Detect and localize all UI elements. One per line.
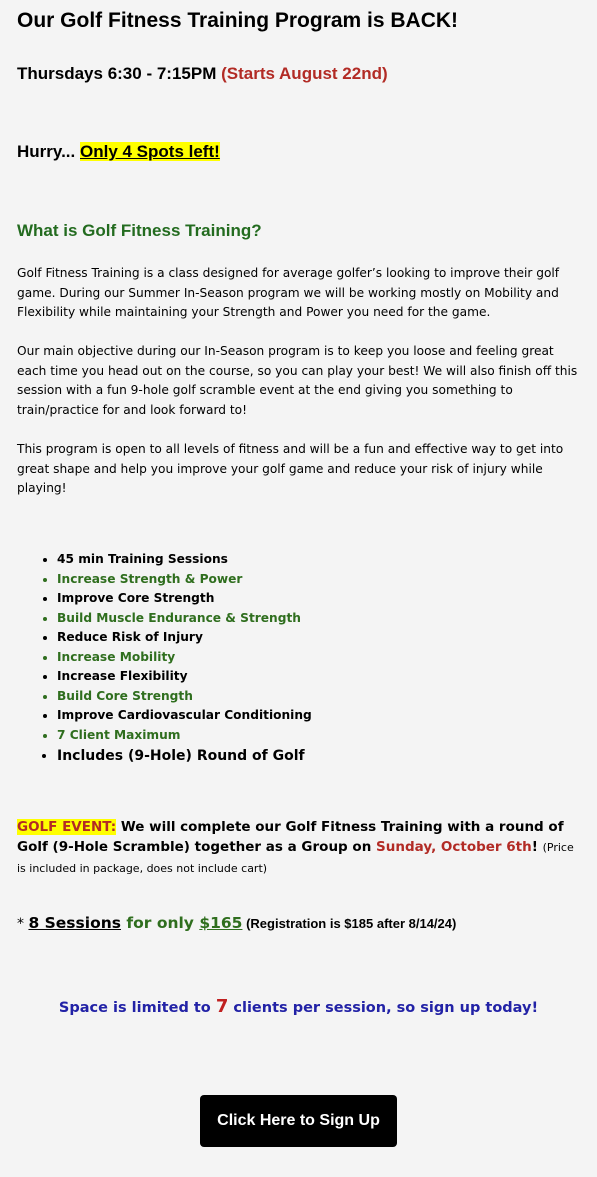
feature-item: • Build Muscle Endurance & Strength: [57, 609, 312, 629]
start-date: (Starts August 22nd): [221, 64, 388, 83]
feature-item: • Includes (9-Hole) Round of Golf: [57, 745, 312, 767]
registration-note: (Registration is $185 after 8/14/24): [242, 916, 457, 931]
limited-count: 7: [215, 996, 229, 1017]
feature-item: • Improve Cardiovascular Conditioning: [57, 706, 312, 726]
feature-item: • Build Core Strength: [57, 687, 312, 707]
spots-left-badge: Only 4 Spots left!: [80, 142, 220, 161]
golf-event-paragraph: [17, 817, 583, 879]
page-title: Our Golf Fitness Training Program is BACK!: [17, 9, 459, 32]
limited-before: Space is limited to: [58, 1000, 216, 1016]
limited-space-notice: [0, 996, 597, 1017]
description-paragraph-3: This program is open to all levels of fitness and will be a fun and effective way to get into great shape and help you improve your golf game and reduce your risk of injury while playing!: [17, 442, 564, 495]
schedule-line: [17, 64, 388, 84]
golf-event-text: We will complete our Golf Fitness Training with a round of Golf (9-Hole Scramble) together as a Group on: [17, 819, 564, 855]
golf-event-label: GOLF EVENT:: [17, 819, 117, 835]
description-paragraph-1: Golf Fitness Training is a class designed for average golfer’s looking to improve their golf game. During our Summer In-Season program we will be working mostly on Mobility and Flexibility while maintaining your Strength and Power you need for the game.: [17, 266, 560, 319]
feature-item: • Increase Mobility: [57, 648, 312, 668]
golf-event-note: (Price is included in package, does not include cart): [17, 841, 574, 875]
feature-item: • Increase Flexibility: [57, 667, 312, 687]
section-heading: What is Golf Fitness Training?: [17, 221, 262, 240]
description-paragraph-2: Our main objective during our In-Season program is to keep you loose and feeling great each time you head out on the course, so you can play your best! We will also finish off this session with a fun 9-hole golf scramble event at the end giving you something to train/practice for and look forward to!: [17, 344, 578, 417]
feature-list: [22, 550, 312, 767]
schedule-time: Thursdays 6:30 - 7:15PM: [17, 64, 217, 83]
feature-item: • 45 min Training Sessions: [57, 550, 312, 570]
feature-item: • Increase Strength & Power: [57, 570, 312, 590]
hurry-text: Hurry...: [17, 142, 76, 161]
hurry-line: [17, 142, 220, 162]
feature-item: • Improve Core Strength: [57, 589, 312, 609]
price-amount: $165: [199, 914, 243, 932]
for-only-text: for only: [120, 914, 200, 932]
pricing-line: [17, 914, 456, 932]
golf-event-bang: !: [531, 839, 543, 855]
session-count: 8 Sessions: [28, 914, 121, 932]
sign-up-button[interactable]: Click Here to Sign Up: [200, 1095, 397, 1147]
pricing-star: *: [17, 916, 29, 932]
feature-item: • 7 Client Maximum: [57, 726, 312, 746]
golf-event-date: Sunday, October 6th: [376, 839, 532, 855]
limited-after: clients per session, so sign up today!: [228, 1000, 539, 1016]
feature-item: • Reduce Risk of Injury: [57, 628, 312, 648]
